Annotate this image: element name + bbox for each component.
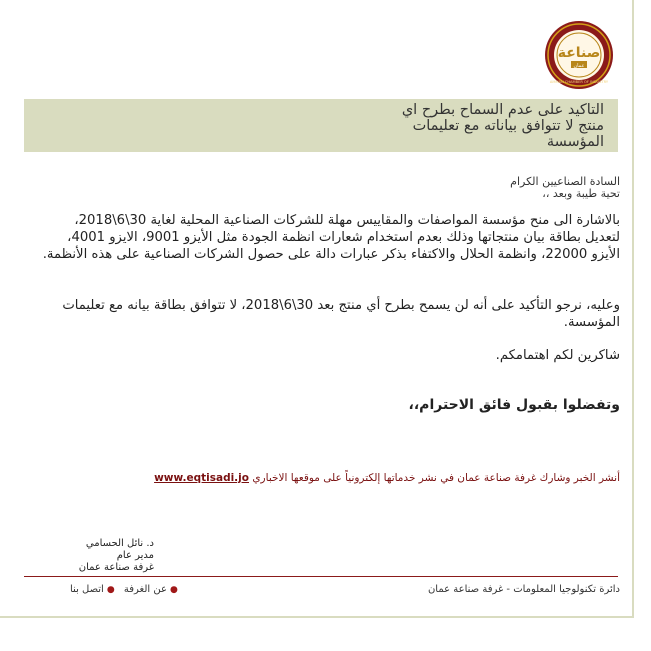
- promo-line: [154, 472, 620, 484]
- signature-title: مدير عام: [116, 550, 154, 561]
- eqtisadi-link[interactable]: www.eqtisadi.jo: [154, 472, 249, 484]
- letter-paragraph-3: شاكرين لكم اهتمامكم.: [495, 348, 620, 363]
- logo-emblem-icon: [543, 19, 615, 91]
- salutation-line-2: تحية طيبة وبعد ،،: [542, 187, 620, 200]
- bullet-icon: ●: [169, 585, 178, 595]
- banner-title-line: التاكيد على عدم السماح بطرح اي: [401, 102, 604, 118]
- banner-title: [364, 102, 604, 150]
- banner-title-line: المؤسسة: [546, 134, 604, 150]
- promo-text: أنشر الخبر وشارك غرفة صناعة عمان في نشر خدماتها إلكترونياً على موقعها الاخباري: [252, 472, 620, 484]
- logo-ring-text: AMMAN CHAMBER OF INDUSTRY: [549, 80, 609, 84]
- about-chamber-link[interactable]: [121, 584, 178, 595]
- chamber-logo: [543, 19, 615, 91]
- footer-department: دائرة تكنولوجيا المعلومات - غرفة صناعة عمان: [427, 584, 620, 595]
- letter-paragraph-1: بالاشارة الى منح مؤسسة المواصفات والمقاييس مهلة للشركات الصناعية المحلية لغاية 30\6\2018، لتعديل بطاقة بيان منتجاتها وذلك بعدم استخدام شعارات انظمة الجودة مثل الأيزو 9001، الايزو 4001، الأيزو 22000، وانظمة الحلال والاكتفاء بذكر عبارات دالة على حصول الشركات الصناعية على هذه الأنظمة.: [42, 213, 620, 262]
- logo-arabic-word: صناعة: [557, 45, 601, 61]
- footer-divider: [24, 576, 618, 577]
- footer-links: [34, 584, 178, 595]
- salutation-line-1: السادة الصناعيين الكرام: [510, 175, 620, 188]
- letter-paragraph-2: وعليه، نرجو التأكيد على أنه لن يسمح بطرح أي منتج بعد 30\6\2018، لا تتوافق بطاقة بيانه مع تعليمات المؤسسة.: [62, 298, 620, 330]
- signature-block: [24, 538, 154, 574]
- contact-us-label: اتصل بنا: [70, 584, 104, 595]
- about-chamber-label: عن الغرفة: [123, 584, 167, 595]
- bullet-icon: ●: [106, 585, 115, 595]
- subject-banner: [24, 99, 618, 152]
- banner-title-line: منتج لا تتوافق بياناته مع تعليمات: [412, 118, 604, 134]
- letter-closing: وتفضلوا بقبول فائق الاحترام،،: [408, 397, 620, 413]
- logo-subtitle: عمان: [573, 63, 585, 69]
- signature-org: غرفة صناعة عمان: [78, 562, 154, 573]
- salutation: [510, 176, 620, 200]
- signature-name: د. نائل الحسامي: [85, 538, 154, 549]
- contact-us-link[interactable]: [70, 584, 115, 595]
